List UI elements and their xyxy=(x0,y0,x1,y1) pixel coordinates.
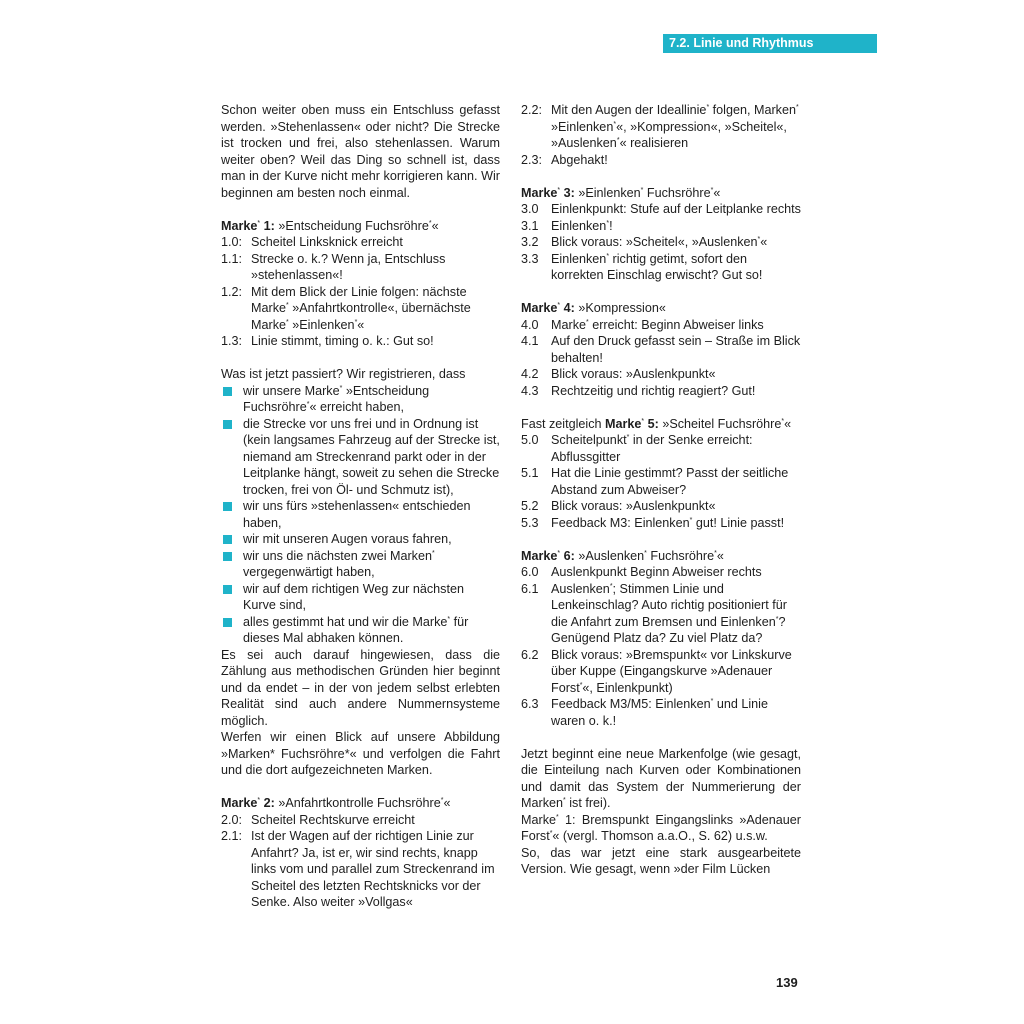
marke-5-list xyxy=(521,432,801,531)
square-bullet-icon xyxy=(221,614,243,647)
marke-1-heading: Marke* 1: »Entscheidung Fuchsröhre*« xyxy=(221,218,439,233)
bullet-text: die Strecke vor uns frei und in Ordnung ist (kein langsames Fahrzeug auf der Strecke ist, niemand am Streckenrand parkt oder in der Leitplanke hängt, soweit zu sehen die Strecke trocken, frei von Öl- und Schmutz ist), xyxy=(243,416,500,497)
marke-6-heading: Marke* 6: »Auslenken* Fuchsröhre*« xyxy=(521,548,724,563)
list-item xyxy=(521,152,801,169)
list-item-number: 1.0: xyxy=(221,235,243,249)
list-item-number: 3.3 xyxy=(521,251,539,266)
list-item-number: 4.3 xyxy=(521,383,539,398)
list-item xyxy=(521,102,801,152)
bullet-text: wir uns die nächsten zwei Marken* vergegenwärtigt haben, xyxy=(243,548,435,579)
list-item xyxy=(521,317,801,334)
list-item-number: 2.2: xyxy=(521,103,543,117)
marke-3-heading: Marke* 3: »Einlenken* Fuchsröhre*« xyxy=(521,185,721,200)
list-item xyxy=(521,383,801,400)
list-item xyxy=(521,647,801,697)
marke-1-next-paragraph: Marke* 1: Bremspunkt Eingangslinks »Adenauer Forst*« (vergl. Thomson a.a.O., S. 62) u.s.w. xyxy=(521,812,801,843)
closing-paragraph: So, das war jetzt eine stark ausgearbeitete Version. Wie gesagt, wenn »der Film Lücken xyxy=(521,845,801,876)
bullet-text: alles gestimmt hat und wir die Marke* für dieses Mal abhaken können. xyxy=(243,614,469,645)
list-item xyxy=(221,284,500,334)
list-item xyxy=(521,515,801,532)
list-item-number: 2.1: xyxy=(221,829,243,843)
list-item-number: 1.3: xyxy=(221,334,243,348)
list-item-text: Blick voraus: »Scheitel«, »Auslenken*« xyxy=(551,235,768,249)
list-item-text: Scheitel Linksknick erreicht xyxy=(251,235,403,249)
list-item xyxy=(221,812,500,829)
list-item xyxy=(521,581,801,647)
list-item-text: Strecke o. k.? Wenn ja, Entschluss »stehenlassen«! xyxy=(251,251,446,282)
intro-paragraph: Schon weiter oben muss ein Entschluss gefasst werden. »Stehenlassen« oder nicht? Die Strecke ist trocken und frei, also stehenlassen. Warum weiter oben? Weil das Ding so schnell ist, dass man in der Kurve nicht mehr korrigieren kann. Wir beginnen am besten noch einmal. xyxy=(221,103,500,200)
list-item-number: 1.2: xyxy=(221,284,243,299)
list-item-text: Auslenkpunkt Beginn Abweiser rechts xyxy=(551,565,762,579)
list-item-text: Blick voraus: »Auslenkpunkt« xyxy=(551,499,716,513)
list-item-text: Blick voraus: »Bremspunkt« vor Linkskurve über Kuppe (Eingangskurve »Adenauer Forst*«, Einlenkpunkt) xyxy=(551,647,792,695)
list-item xyxy=(521,201,801,218)
bullet-item xyxy=(221,498,500,531)
list-item-text: Linie stimmt, timing o. k.: Gut so! xyxy=(251,334,434,348)
bullet-item xyxy=(221,416,500,499)
list-item-number: 5.3 xyxy=(521,515,539,530)
list-item-number: 5.0 xyxy=(521,433,539,447)
square-bullet-icon xyxy=(221,581,243,614)
list-item xyxy=(521,498,801,515)
list-item-number: 1.1: xyxy=(221,251,243,266)
list-item-text: Marke* erreicht: Beginn Abweiser links xyxy=(551,317,764,332)
square-bullet-icon xyxy=(221,531,243,548)
list-item-number: 6.2 xyxy=(521,647,539,662)
list-item-number: 4.1 xyxy=(521,334,539,348)
list-item-text: Abgehakt! xyxy=(551,152,608,167)
square-bullet-icon xyxy=(221,383,243,416)
list-item-number: 4.0 xyxy=(521,317,539,332)
list-item-number: 5.1 xyxy=(521,466,539,480)
new-sequence-paragraph: Jetzt beginnt eine neue Markenfolge (wie gesagt, die Einteilung nach Kurven oder Kombinationen und damit das System der Nummerierung der Marken* ist frei). xyxy=(521,746,801,810)
list-item-text: Feedback M3: Einlenken* gut! Linie passt! xyxy=(551,515,785,530)
page-number: 139 xyxy=(776,975,798,990)
list-item xyxy=(521,564,801,581)
list-item-text: Einlenkpunkt: Stufe auf der Leitplanke rechts xyxy=(551,202,801,216)
list-item-text: Mit den Augen der Ideallinie* folgen, Marken* »Einlenken*«, »Kompression«, »Scheitel«, »Auslenken*« realisieren xyxy=(551,103,799,150)
list-item xyxy=(521,234,801,251)
marke-3-list xyxy=(521,201,801,284)
list-item xyxy=(221,251,500,284)
bullet-item xyxy=(221,548,500,581)
list-item-text: Blick voraus: »Auslenkpunkt« xyxy=(551,367,716,381)
list-item xyxy=(521,432,801,465)
marke-1-list xyxy=(221,234,500,350)
list-item-text: Ist der Wagen auf der richtigen Linie zur Anfahrt? Ja, ist er, wir sind rechts, knapp links vom und parallel zum Streckenrand im Scheitel des letzten Rechtsknicks vor der Senke. Also weiter »Vollgas« xyxy=(251,829,495,909)
list-item-number: 3.1 xyxy=(521,218,539,233)
bullet-text: wir unsere Marke* »Entscheidung Fuchsröhre*« erreicht haben, xyxy=(243,383,430,414)
list-item-number: 6.0 xyxy=(521,565,539,579)
bullet-text: wir auf dem richtigen Weg zur nächsten Kurve sind, xyxy=(243,581,464,612)
list-item xyxy=(521,465,801,498)
marke-4-heading: Marke* 4: »Kompression« xyxy=(521,301,666,315)
left-column xyxy=(221,102,500,911)
list-item-text: Auslenken*; Stimmen Linie und Lenkeinschlag? Auto richtig positioniert für die Anfahrt zum Bremsen und Einlenken*? Genügend Platz da? Zu viel Platz da? xyxy=(551,581,787,645)
list-item-text: Feedback M3/M5: Einlenken* und Linie waren o. k.! xyxy=(551,697,768,728)
list-item-number: 4.2 xyxy=(521,367,539,381)
bullet-text: wir uns fürs »stehenlassen« entschieden haben, xyxy=(243,499,471,530)
list-item-text: Scheitelpunkt* in der Senke erreicht: Abflussgitter xyxy=(551,433,753,464)
list-item-number: 3.2 xyxy=(521,235,539,249)
list-item-number: 2.0: xyxy=(221,812,243,827)
list-item-number: 6.3 xyxy=(521,697,539,711)
marke-2-heading: Marke* 2: »Anfahrtkontrolle Fuchsröhre*« xyxy=(221,796,451,810)
marke-5-heading: Fast zeitgleich Marke* 5: »Scheitel Fuchsröhre*« xyxy=(521,416,792,431)
bullet-list xyxy=(221,383,500,647)
marke-2-list xyxy=(221,812,500,911)
list-item xyxy=(521,696,801,729)
section-title: 7.2. Linie und Rhythmus xyxy=(663,34,877,53)
list-item-number: 5.2 xyxy=(521,499,539,513)
bullet-item xyxy=(221,614,500,647)
list-item xyxy=(521,218,801,235)
list-item-text: Auf den Druck gefasst sein – Straße im Blick behalten! xyxy=(551,334,801,365)
bullet-item xyxy=(221,383,500,416)
list-item xyxy=(221,828,500,911)
square-bullet-icon xyxy=(221,548,243,581)
marke-6-list xyxy=(521,564,801,729)
list-item-text: Einlenken*! xyxy=(551,218,613,233)
list-item-number: 6.1 xyxy=(521,581,539,596)
list-item-number: 3.0 xyxy=(521,202,539,216)
list-item xyxy=(521,366,801,383)
right-column xyxy=(521,102,801,878)
bullet-item xyxy=(221,581,500,614)
bullet-item xyxy=(221,531,500,548)
list-item-text: Hat die Linie gestimmt? Passt der seitliche Abstand zum Abweiser? xyxy=(551,466,789,497)
list-item-text: Einlenken* richtig getimt, sofort den korrekten Einschlag erwischt? Gut so! xyxy=(551,251,763,282)
marke-2-list-continued xyxy=(521,102,801,168)
square-bullet-icon xyxy=(221,498,243,531)
list-item xyxy=(221,234,500,251)
figure-paragraph: Werfen wir einen Blick auf unsere Abbildung »Marken* Fuchsröhre*« und verfolgen die Fahrt und die dort aufgezeichneten Marken. xyxy=(221,730,500,777)
list-item xyxy=(521,251,801,284)
list-item-text: Rechtzeitig und richtig reagiert? Gut! xyxy=(551,383,756,398)
question-paragraph: Was ist jetzt passiert? Wir registrieren, dass xyxy=(221,367,466,381)
methods-paragraph: Es sei auch darauf hingewiesen, dass die Zählung aus methodischen Gründen hier beginnt und da endet – in der von jedem selbst erlebten Realität sind auch andere Nummernsysteme möglich. xyxy=(221,647,500,728)
square-bullet-icon xyxy=(221,416,243,499)
list-item xyxy=(521,333,801,366)
bullet-text: wir mit unseren Augen voraus fahren, xyxy=(243,532,452,546)
list-item-number: 2.3: xyxy=(521,152,543,167)
list-item-text: Mit dem Blick der Linie folgen: nächste Marke* »Anfahrtkontrolle«, übernächste Marke* »Einlenken*« xyxy=(251,284,471,332)
list-item-text: Scheitel Rechtskurve erreicht xyxy=(251,812,415,827)
list-item xyxy=(221,333,500,350)
marke-4-list xyxy=(521,317,801,400)
